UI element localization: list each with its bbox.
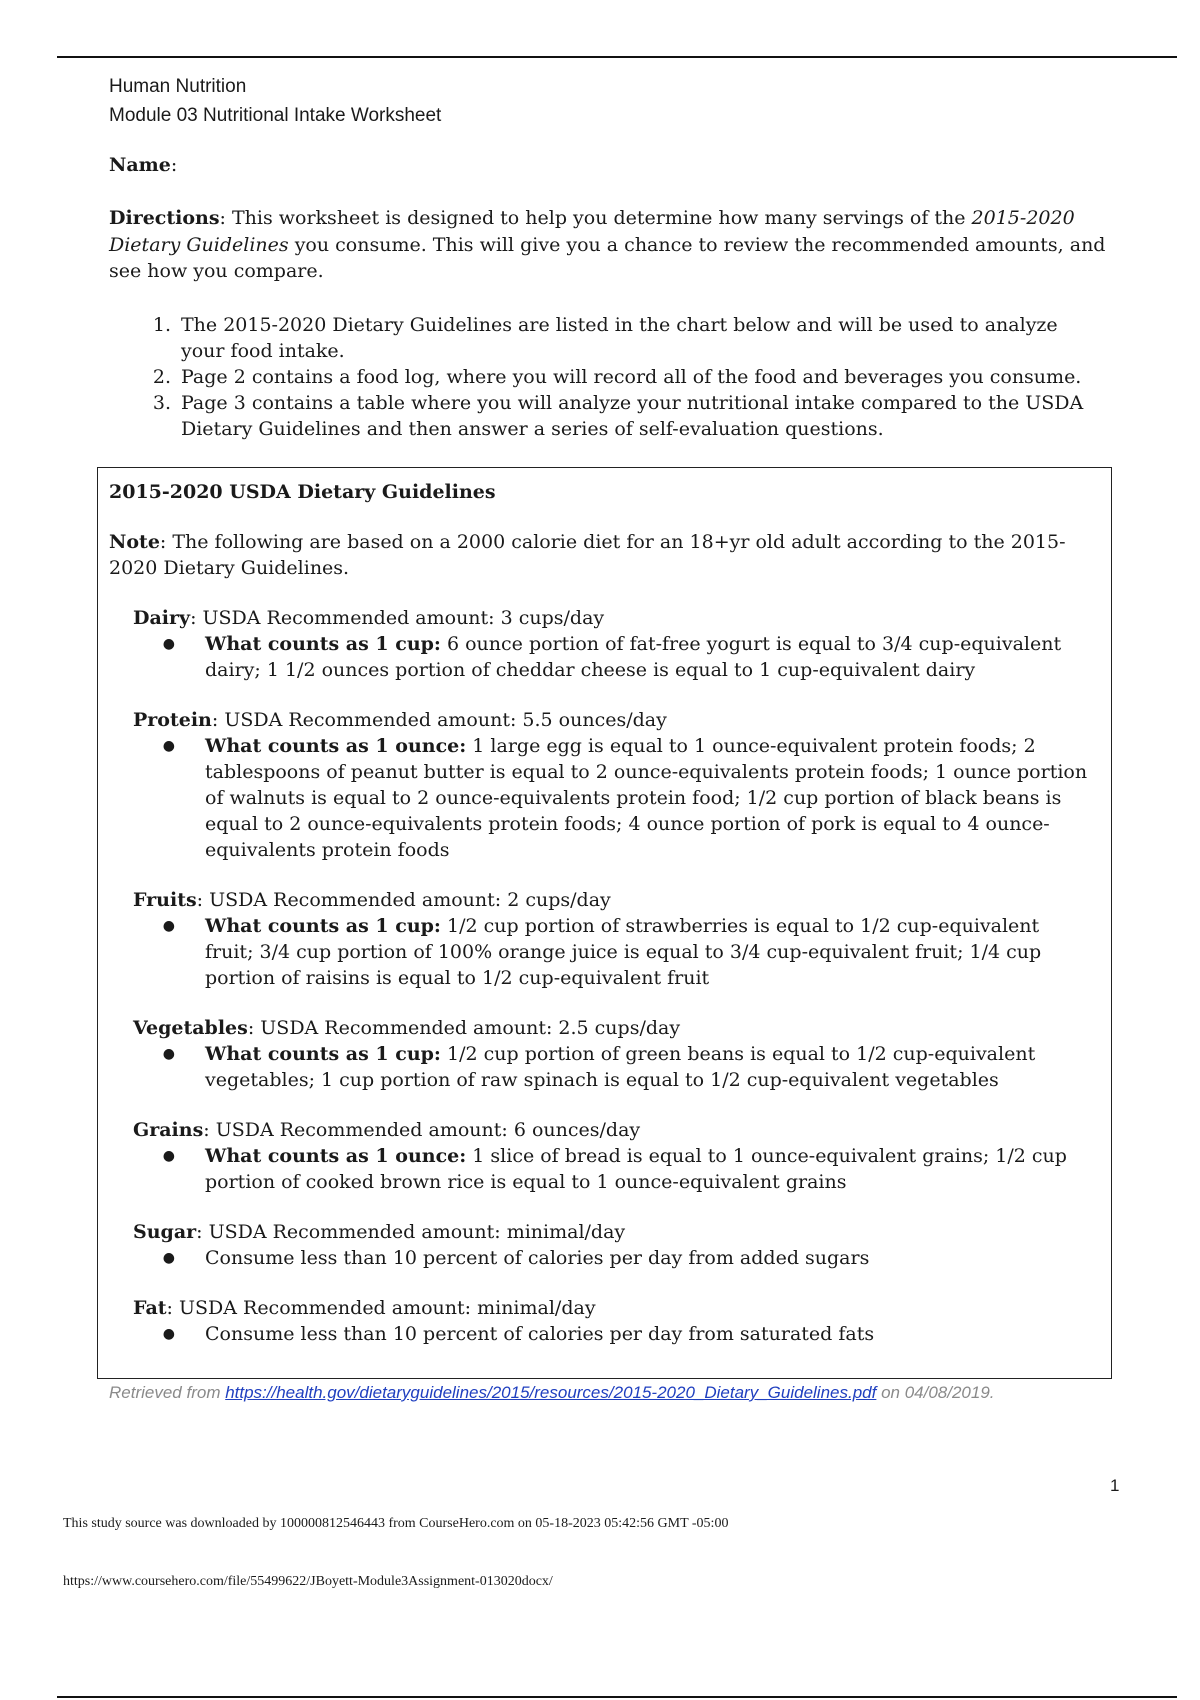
category-bullets — [133, 1321, 1111, 1347]
category-amount: : USDA Recommended amount: 5.5 ounces/day — [211, 709, 667, 731]
category-name: Protein — [133, 709, 212, 731]
list-item — [133, 1245, 1111, 1271]
citation-line — [109, 1383, 995, 1403]
list-item — [109, 390, 1129, 442]
guidelines-title: 2015-2020 USDA Dietary Guidelines — [109, 481, 496, 503]
list-item — [133, 631, 1111, 683]
bullet-icon: ● — [162, 1326, 175, 1342]
guidelines-note — [109, 529, 1111, 581]
directions-paragraph — [109, 205, 1129, 285]
category-name: Sugar — [133, 1221, 197, 1243]
category-bullets — [133, 913, 1111, 991]
bullet-text: Consume less than 10 percent of calories per day from added sugars — [205, 1247, 870, 1269]
list-text: The 2015-2020 Dietary Guidelines are listed in the chart below and will be used to analyze your food intake. — [181, 314, 1058, 362]
list-item — [133, 1321, 1111, 1347]
bullet-text — [205, 913, 1111, 991]
category-heading — [133, 1015, 1111, 1041]
list-item — [133, 913, 1111, 991]
guidelines-box — [97, 467, 1112, 1379]
category-fruits — [133, 887, 1111, 991]
list-number: 2. — [152, 366, 171, 388]
bullet-text — [205, 631, 1111, 683]
category-grains — [133, 1117, 1111, 1195]
bullet-bold-lead: What counts as 1 cup: — [205, 915, 441, 937]
list-text: Page 2 contains a food log, where you will record all of the food and beverages you consume. — [181, 366, 1082, 388]
category-name: Vegetables — [133, 1017, 248, 1039]
category-fat — [133, 1295, 1111, 1347]
bullet-detail: 1 slice of bread is equal to 1 ounce-equivalent grains; 1/2 cup portion of cooked brown rice is equal to 1 ounce-equivalent grains — [205, 1145, 1067, 1193]
category-bullets — [133, 733, 1111, 863]
list-item — [109, 364, 1129, 390]
bullet-bold-lead: What counts as 1 cup: — [205, 1043, 441, 1065]
bullet-detail: 1/2 cup portion of green beans is equal to 1/2 cup-equivalent vegetables; 1 cup portion of raw spinach is equal to 1/2 cup-equivalent vegetables — [205, 1043, 1036, 1091]
bullet-bold-lead: What counts as 1 ounce: — [205, 1145, 467, 1167]
steps-list — [109, 312, 1129, 442]
category-dairy — [133, 605, 1111, 683]
category-heading — [133, 605, 1111, 631]
directions-label: Directions — [109, 207, 220, 229]
citation-suffix: on 04/08/2019. — [876, 1383, 995, 1402]
category-name: Dairy — [133, 607, 191, 629]
list-item — [109, 312, 1129, 364]
list-item — [133, 733, 1111, 863]
citation-prefix: Retrieved from — [109, 1383, 226, 1402]
bullet-text — [205, 733, 1111, 863]
category-amount: : USDA Recommended amount: 6 ounces/day — [203, 1119, 641, 1141]
list-item — [133, 1041, 1111, 1093]
directions-italic-title: 2015-2020 Dietary Guidelines — [109, 207, 1075, 256]
note-text: : The following are based on a 2000 calorie diet for an 18+yr old adult according to the 2015-2020 Dietary Guidelines. — [109, 531, 1066, 579]
category-bullets — [133, 1041, 1111, 1093]
name-colon: : — [170, 154, 178, 176]
category-name: Fruits — [133, 889, 197, 911]
page-number: 1 — [1110, 1476, 1120, 1495]
module-title: Module 03 Nutritional Intake Worksheet — [109, 105, 442, 126]
bullet-detail: 6 ounce portion of fat-free yogurt is equal to 3/4 cup-equivalent dairy; 1 1/2 ounces portion of cheddar cheese is equal to 1 cup-equivalent dairy — [205, 633, 1062, 681]
study-source-notice: This study source was downloaded by 100000812546443 from CourseHero.com on 05-18-2023 05:42:56 GMT -05:00 — [63, 1516, 729, 1531]
category-protein — [133, 707, 1111, 863]
bullet-icon: ● — [162, 1148, 175, 1164]
bullet-icon: ● — [162, 918, 175, 934]
bullet-icon: ● — [162, 738, 175, 754]
course-title: Human Nutrition — [109, 76, 247, 97]
study-source-url: https://www.coursehero.com/file/55499622/JBoyett-Module3Assignment-013020docx/ — [63, 1574, 553, 1589]
category-heading — [133, 1219, 1111, 1245]
directions-text-1: : This worksheet is designed to help you determine how many servings of the — [219, 207, 972, 229]
category-heading — [133, 707, 1111, 733]
bullet-icon: ● — [162, 1250, 175, 1266]
category-heading — [133, 1117, 1111, 1143]
category-bullets — [133, 1143, 1111, 1195]
bullet-detail: 1 large egg is equal to 1 ounce-equivalent protein foods; 2 tablespoons of peanut butter is equal to 2 ounce-equivalents protein foods; 1 ounce portion of walnuts is equal to 2 ounce-equivalents protein food; 1/2 cup portion of black beans is equal to 2 ounce-equivalents protein foods; 4 ounce portion of pork is equal to 4 ounce-equivalents protein foods — [205, 735, 1088, 861]
bullet-icon: ● — [162, 636, 175, 652]
category-sugar — [133, 1219, 1111, 1271]
category-amount: : USDA Recommended amount: 2.5 cups/day — [247, 1017, 681, 1039]
bullet-text — [205, 1041, 1111, 1093]
category-bullets — [133, 1245, 1111, 1271]
category-amount: : USDA Recommended amount: minimal/day — [166, 1297, 596, 1319]
category-bullets — [133, 631, 1111, 683]
category-amount: : USDA Recommended amount: 3 cups/day — [190, 607, 605, 629]
directions-text-2: you consume. This will give you a chance to review the recommended amounts, and see how you compare. — [109, 233, 1106, 282]
category-name: Fat — [133, 1297, 167, 1319]
category-vegetables — [133, 1015, 1111, 1093]
top-rule — [57, 56, 1177, 58]
document-header — [109, 72, 441, 130]
category-heading — [133, 887, 1111, 913]
category-heading — [133, 1295, 1111, 1321]
name-field — [109, 154, 177, 176]
bullet-icon: ● — [162, 1046, 175, 1062]
list-text: Page 3 contains a table where you will analyze your nutritional intake compared to the USDA Dietary Guidelines and then answer a series of self-evaluation questions. — [181, 392, 1084, 440]
bullet-text — [205, 1143, 1111, 1195]
list-item — [133, 1143, 1111, 1195]
bullet-bold-lead: What counts as 1 cup: — [205, 633, 441, 655]
bullet-detail: 1/2 cup portion of strawberries is equal to 1/2 cup-equivalent fruit; 3/4 cup portion of 100% orange juice is equal to 3/4 cup-equivalent fruit; 1/4 cup portion of raisins is equal to 1/2 cup-equivalent fruit — [205, 915, 1042, 989]
list-number: 3. — [152, 392, 171, 414]
bottom-rule — [57, 1696, 1177, 1698]
category-amount: : USDA Recommended amount: minimal/day — [196, 1221, 626, 1243]
note-label: Note — [109, 531, 160, 553]
category-amount: : USDA Recommended amount: 2 cups/day — [196, 889, 611, 911]
citation-link[interactable]: https://health.gov/dietaryguidelines/2015/resources/2015-2020_Dietary_Guidelines.pdf — [225, 1383, 877, 1402]
list-number: 1. — [152, 314, 171, 336]
bullet-text: Consume less than 10 percent of calories per day from saturated fats — [205, 1323, 875, 1345]
category-name: Grains — [133, 1119, 204, 1141]
bullet-bold-lead: What counts as 1 ounce: — [205, 735, 467, 757]
name-label: Name — [109, 154, 171, 176]
